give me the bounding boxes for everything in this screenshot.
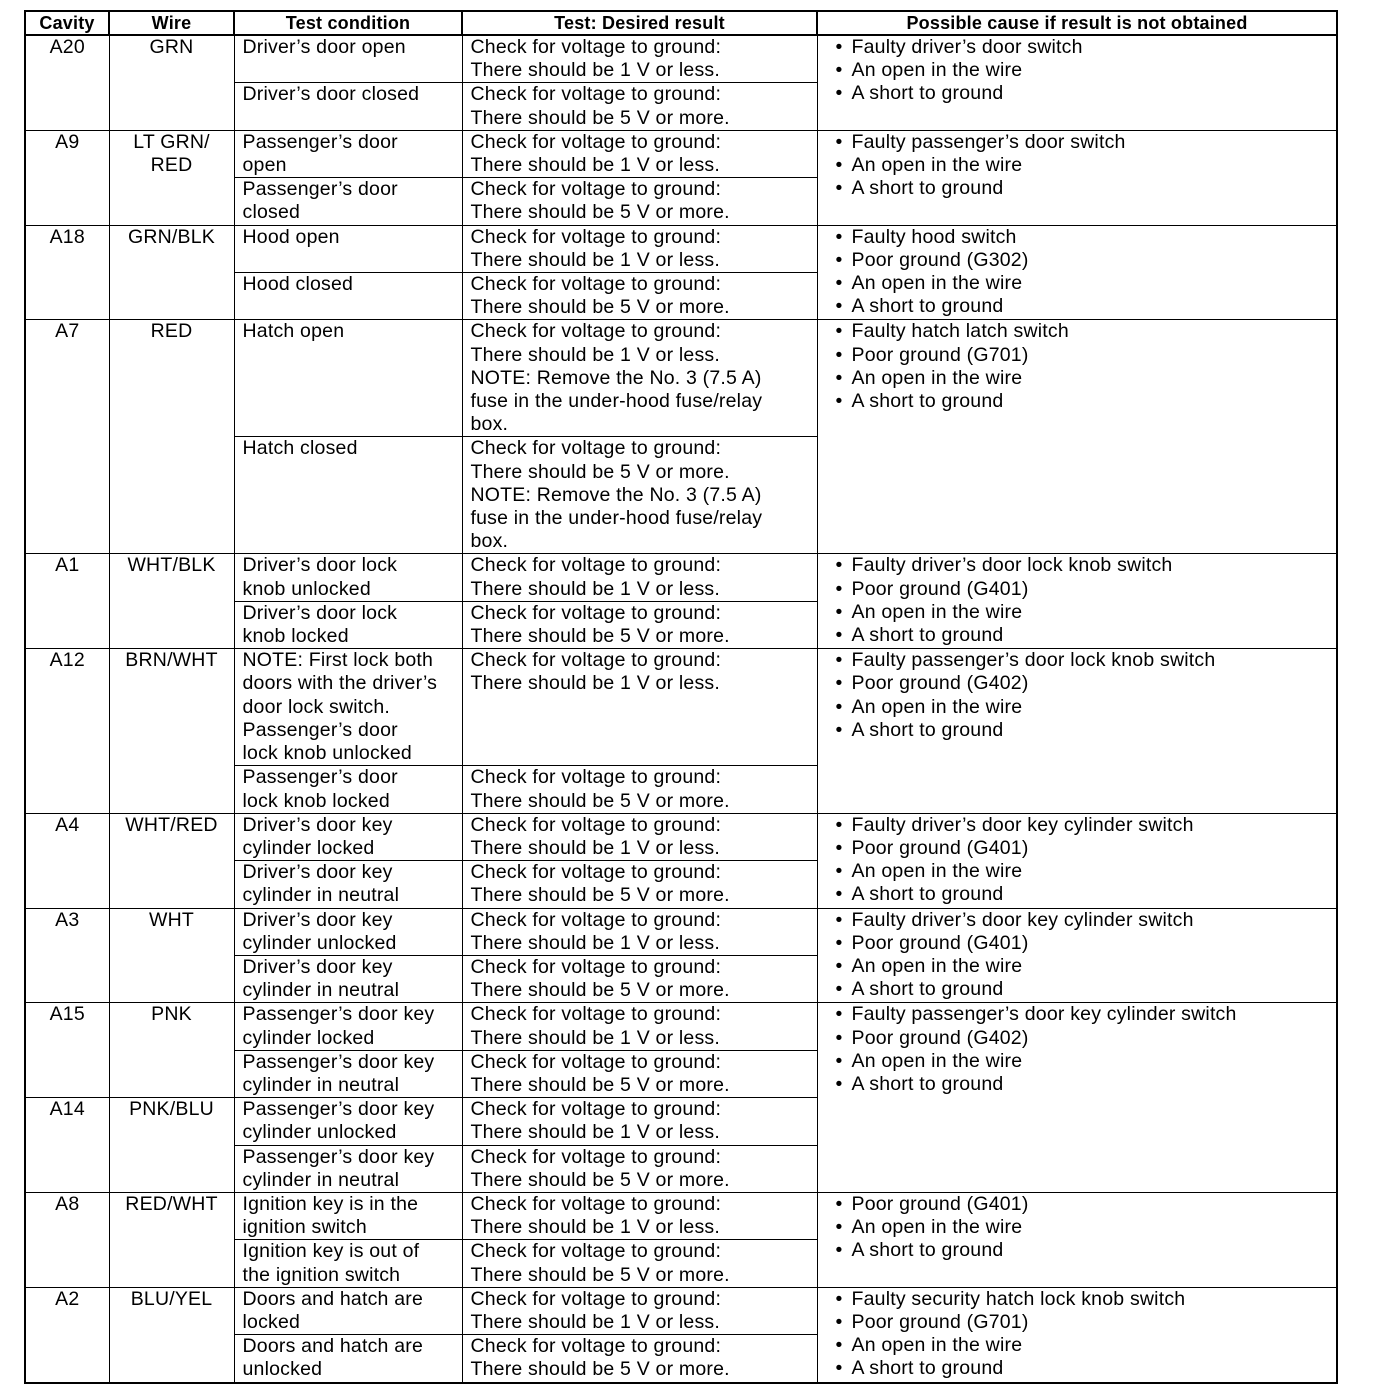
possible-cause-cell bbox=[817, 649, 1337, 813]
cause-item: • An open in the wire bbox=[826, 1050, 1337, 1073]
wire-cell bbox=[109, 320, 234, 554]
desired-result: Check for voltage to ground: There should be 1 V or less. bbox=[470, 1098, 722, 1144]
cause-item: • A short to ground bbox=[826, 1239, 1337, 1262]
cause-item: • Faulty security hatch lock knob switch bbox=[826, 1288, 1337, 1311]
cause-item: • A short to ground bbox=[826, 1357, 1337, 1380]
desired-result-cell bbox=[462, 178, 817, 225]
desired-result-cell bbox=[462, 766, 817, 813]
cause-list bbox=[826, 1003, 1337, 1096]
test-condition-cell bbox=[234, 437, 462, 554]
desired-result-cell bbox=[462, 1192, 817, 1239]
desired-result: Check for voltage to ground: There should be 1 V or less. bbox=[470, 1003, 722, 1049]
test-condition-cell bbox=[234, 813, 462, 860]
desired-result: Check for voltage to ground: There should be 5 V or more. bbox=[470, 178, 730, 224]
cause-list bbox=[826, 226, 1337, 319]
table-row bbox=[25, 320, 1337, 437]
table-row bbox=[25, 1192, 1337, 1239]
table-row bbox=[25, 813, 1337, 860]
desired-result: Check for voltage to ground: There should be 5 V or more. bbox=[470, 1145, 730, 1191]
cavity-cell: A14 bbox=[25, 1098, 109, 1193]
desired-result: Check for voltage to ground: There should be 1 V or less. bbox=[470, 1287, 722, 1333]
test-condition: Passenger’s door lock knob locked bbox=[242, 766, 398, 812]
desired-result-cell bbox=[462, 1335, 817, 1383]
wire-color: LT GRN/ RED bbox=[133, 130, 210, 177]
desired-result-cell bbox=[462, 273, 817, 320]
possible-cause-cell bbox=[817, 813, 1337, 908]
cavity-cell: A4 bbox=[25, 813, 109, 908]
desired-result-cell bbox=[462, 1240, 817, 1287]
wire-color: GRN bbox=[149, 36, 194, 58]
wire-color: PNK bbox=[151, 1003, 192, 1026]
possible-cause-cell bbox=[817, 554, 1337, 649]
header-cavity: Cavity bbox=[25, 11, 109, 35]
cause-list bbox=[826, 909, 1337, 1002]
cause-item: • Faulty hood switch bbox=[826, 226, 1337, 249]
wire-cell bbox=[109, 35, 234, 130]
cause-item: • Poor ground (G701) bbox=[826, 344, 1337, 367]
cause-item: • Poor ground (G401) bbox=[826, 578, 1337, 601]
desired-result: Check for voltage to ground: There should be 5 V or more. bbox=[470, 1335, 730, 1381]
cause-item: • Poor ground (G402) bbox=[826, 672, 1337, 695]
desired-result-cell bbox=[462, 955, 817, 1002]
cause-item: • A short to ground bbox=[826, 177, 1337, 200]
possible-cause-cell bbox=[817, 225, 1337, 320]
desired-result: Check for voltage to ground: There should be 1 V or less. bbox=[470, 1192, 722, 1239]
wire-cell bbox=[109, 554, 234, 649]
desired-result: Check for voltage to ground: There should be 1 V or less. NOTE: Remove the No. 3 (7.5 A) fuse in the under-hood fuse/relay box. bbox=[470, 320, 763, 436]
wire-color: WHT bbox=[149, 908, 194, 931]
cavity-cell: A2 bbox=[25, 1287, 109, 1382]
test-condition-cell bbox=[234, 1192, 462, 1239]
desired-result: Check for voltage to ground: There should be 5 V or more. bbox=[470, 1050, 730, 1096]
cavity-cell: A20 bbox=[25, 35, 109, 130]
desired-result: Check for voltage to ground: There should be 5 V or more. bbox=[470, 273, 730, 319]
possible-cause-cell bbox=[817, 1003, 1337, 1193]
test-condition: Driver’s door key cylinder unlocked bbox=[242, 908, 397, 954]
cause-item: • Faulty driver’s door key cylinder switch bbox=[826, 909, 1337, 932]
wire-cell bbox=[109, 225, 234, 320]
wire-cell bbox=[109, 1098, 234, 1193]
cause-item: • A short to ground bbox=[826, 978, 1337, 1001]
desired-result-cell bbox=[462, 225, 817, 272]
test-condition: Driver’s door key cylinder locked bbox=[242, 813, 393, 859]
table-row bbox=[25, 649, 1337, 766]
test-condition-cell bbox=[234, 1335, 462, 1383]
desired-result: Check for voltage to ground: There should be 5 V or more. NOTE: Remove the No. 3 (7.5 A) fuse in the under-hood fuse/relay box. bbox=[470, 437, 763, 553]
desired-result-cell bbox=[462, 1003, 817, 1050]
cause-item: • An open in the wire bbox=[826, 59, 1337, 82]
header-wire: Wire bbox=[109, 11, 234, 35]
desired-result: Check for voltage to ground: There should be 5 V or more. bbox=[470, 1240, 730, 1286]
desired-result-cell bbox=[462, 437, 817, 554]
wire-color: GRN/BLK bbox=[127, 225, 215, 248]
test-condition: Passenger’s door key cylinder in neutral bbox=[242, 1145, 435, 1191]
wire-color: RED/WHT bbox=[125, 1192, 218, 1215]
test-condition: Driver’s door key cylinder in neutral bbox=[242, 861, 400, 907]
test-condition-cell bbox=[234, 273, 462, 320]
cavity-cell: A18 bbox=[25, 225, 109, 320]
test-condition: Driver’s door lock knob locked bbox=[242, 601, 398, 648]
cause-item: • Faulty driver’s door key cylinder switch bbox=[826, 814, 1337, 837]
test-condition-cell bbox=[234, 1145, 462, 1192]
desired-result-cell bbox=[462, 35, 817, 83]
cavity-cell: A12 bbox=[25, 649, 109, 813]
possible-cause-cell bbox=[817, 908, 1337, 1003]
cause-item: • An open in the wire bbox=[826, 696, 1337, 719]
cause-item: • An open in the wire bbox=[826, 272, 1337, 295]
cause-item: • An open in the wire bbox=[826, 367, 1337, 390]
desired-result: Check for voltage to ground: There should be 1 V or less. bbox=[470, 908, 722, 954]
desired-result: Check for voltage to ground: There should be 1 V or less. bbox=[470, 225, 722, 271]
cause-item: • Faulty passenger’s door lock knob switch bbox=[826, 649, 1337, 672]
desired-result-cell bbox=[462, 83, 817, 130]
test-condition: Driver’s door open bbox=[242, 36, 406, 58]
table-row bbox=[25, 225, 1337, 272]
test-condition-cell bbox=[234, 35, 462, 83]
wire-color: BLU/YEL bbox=[130, 1287, 213, 1310]
wire-color: RED bbox=[150, 320, 193, 343]
cause-list bbox=[826, 1193, 1337, 1263]
test-condition-cell bbox=[234, 1098, 462, 1145]
possible-cause-cell bbox=[817, 1192, 1337, 1287]
header-row bbox=[25, 11, 1337, 35]
test-condition-cell bbox=[234, 601, 462, 648]
desired-result-cell bbox=[462, 554, 817, 601]
cavity-cell: A7 bbox=[25, 320, 109, 554]
cause-item: • A short to ground bbox=[826, 883, 1337, 906]
test-condition: Hood open bbox=[242, 225, 340, 248]
cause-item: • An open in the wire bbox=[826, 601, 1337, 624]
table-row bbox=[25, 1003, 1337, 1050]
header-desired-result: Test: Desired result bbox=[462, 11, 817, 35]
test-condition-cell bbox=[234, 649, 462, 766]
test-condition: Hatch open bbox=[242, 320, 345, 343]
table-row bbox=[25, 908, 1337, 955]
desired-result: Check for voltage to ground: There should be 5 V or more. bbox=[470, 861, 730, 907]
desired-result: Check for voltage to ground: There should be 5 V or more. bbox=[470, 601, 730, 648]
cause-item: • Poor ground (G402) bbox=[826, 1027, 1337, 1050]
cause-list bbox=[826, 320, 1337, 413]
cause-list bbox=[826, 649, 1337, 742]
desired-result-cell bbox=[462, 813, 817, 860]
test-condition: Driver’s door key cylinder in neutral bbox=[242, 955, 400, 1002]
cause-item: • Poor ground (G302) bbox=[826, 249, 1337, 272]
test-condition: Passenger’s door key cylinder locked bbox=[242, 1003, 435, 1049]
test-condition-cell bbox=[234, 955, 462, 1002]
desired-result-cell bbox=[462, 1145, 817, 1192]
test-condition: Doors and hatch are unlocked bbox=[242, 1335, 423, 1381]
cause-item: • Faulty passenger’s door switch bbox=[826, 131, 1337, 154]
test-condition: Hatch closed bbox=[242, 437, 358, 460]
desired-result-cell bbox=[462, 908, 817, 955]
wire-color: WHT/RED bbox=[125, 813, 218, 836]
possible-cause-cell bbox=[817, 1287, 1337, 1382]
desired-result-cell bbox=[462, 320, 817, 437]
cavity-cell: A3 bbox=[25, 908, 109, 1003]
test-condition: NOTE: First lock both doors with the driver’s door lock switch. Passenger’s door lock knob unlocked bbox=[242, 649, 438, 765]
cause-item: • Poor ground (G401) bbox=[826, 932, 1337, 955]
test-condition-cell bbox=[234, 130, 462, 177]
test-condition: Driver’s door lock knob unlocked bbox=[242, 554, 398, 600]
desired-result: Check for voltage to ground: There should be 5 V or more. bbox=[470, 955, 730, 1002]
cause-item: • A short to ground bbox=[826, 390, 1337, 413]
cause-item: • A short to ground bbox=[826, 624, 1337, 647]
cause-list bbox=[826, 814, 1337, 907]
cause-item: • An open in the wire bbox=[826, 860, 1337, 883]
cause-item: • An open in the wire bbox=[826, 154, 1337, 177]
test-condition: Ignition key is in the ignition switch bbox=[242, 1192, 419, 1239]
cause-item: • An open in the wire bbox=[826, 1334, 1337, 1357]
desired-result: Check for voltage to ground: There should be 1 V or less. bbox=[470, 813, 722, 859]
test-condition-cell bbox=[234, 861, 462, 908]
desired-result-cell bbox=[462, 861, 817, 908]
desired-result-cell bbox=[462, 649, 817, 766]
possible-cause-cell bbox=[817, 320, 1337, 554]
test-condition: Passenger’s door key cylinder unlocked bbox=[242, 1098, 435, 1144]
cause-item: • A short to ground bbox=[826, 82, 1337, 105]
test-condition-cell bbox=[234, 178, 462, 225]
test-condition: Hood closed bbox=[242, 273, 354, 296]
test-condition-cell bbox=[234, 908, 462, 955]
test-condition: Ignition key is out of the ignition switch bbox=[242, 1240, 420, 1286]
cause-item: • Faulty driver’s door switch bbox=[826, 36, 1337, 59]
header-test-condition: Test condition bbox=[234, 11, 462, 35]
test-condition: Passenger’s door key cylinder in neutral bbox=[242, 1050, 435, 1096]
test-condition-cell bbox=[234, 225, 462, 272]
cavity-cell: A8 bbox=[25, 1192, 109, 1287]
test-condition-cell bbox=[234, 1287, 462, 1334]
test-condition: Doors and hatch are locked bbox=[242, 1287, 423, 1333]
test-condition: Driver’s door closed bbox=[242, 83, 420, 106]
wire-cell bbox=[109, 1287, 234, 1382]
wire-color: BRN/WHT bbox=[125, 649, 218, 672]
test-condition-cell bbox=[234, 1240, 462, 1287]
cause-item: • Faulty passenger’s door key cylinder switch bbox=[826, 1003, 1337, 1026]
test-condition-cell bbox=[234, 1003, 462, 1050]
table-row bbox=[25, 130, 1337, 177]
cause-item: • A short to ground bbox=[826, 1073, 1337, 1096]
cause-list bbox=[826, 131, 1337, 201]
header-possible-cause: Possible cause if result is not obtained bbox=[817, 11, 1337, 35]
wire-cell bbox=[109, 908, 234, 1003]
desired-result: Check for voltage to ground: There should be 1 V or less. bbox=[470, 554, 722, 600]
desired-result-cell bbox=[462, 1098, 817, 1145]
cause-item: • An open in the wire bbox=[826, 955, 1337, 978]
table-row bbox=[25, 554, 1337, 601]
cause-item: • An open in the wire bbox=[826, 1216, 1337, 1239]
wire-cell bbox=[109, 649, 234, 813]
cause-item: • Poor ground (G701) bbox=[826, 1311, 1337, 1334]
possible-cause-cell bbox=[817, 35, 1337, 130]
desired-result: Check for voltage to ground: There should be 1 V or less. bbox=[470, 649, 722, 695]
test-condition: Passenger’s door closed bbox=[242, 178, 398, 224]
cause-item: • Poor ground (G401) bbox=[826, 1193, 1337, 1216]
cause-list bbox=[826, 1288, 1337, 1381]
cause-list bbox=[826, 554, 1337, 647]
desired-result: Check for voltage to ground: There should be 5 V or more. bbox=[470, 83, 730, 129]
desired-result: Check for voltage to ground: There should be 1 V or less. bbox=[470, 36, 722, 82]
cause-item: • A short to ground bbox=[826, 295, 1337, 318]
cause-list bbox=[826, 36, 1337, 106]
cause-item: • Faulty hatch latch switch bbox=[826, 320, 1337, 343]
desired-result: Check for voltage to ground: There should be 1 V or less. bbox=[470, 130, 722, 177]
troubleshooting-table bbox=[24, 10, 1338, 1384]
cause-item: • Faulty driver’s door lock knob switch bbox=[826, 554, 1337, 577]
desired-result-cell bbox=[462, 601, 817, 648]
cavity-cell: A1 bbox=[25, 554, 109, 649]
table-row bbox=[25, 1287, 1337, 1334]
wire-cell bbox=[109, 1192, 234, 1287]
test-condition-cell bbox=[234, 1050, 462, 1097]
wire-color: WHT/BLK bbox=[127, 554, 216, 577]
test-condition-cell bbox=[234, 320, 462, 437]
wire-cell bbox=[109, 813, 234, 908]
cause-item: • Poor ground (G401) bbox=[826, 837, 1337, 860]
possible-cause-cell bbox=[817, 130, 1337, 225]
desired-result-cell bbox=[462, 1287, 817, 1334]
cavity-cell: A9 bbox=[25, 130, 109, 225]
test-condition-cell bbox=[234, 554, 462, 601]
desired-result-cell bbox=[462, 130, 817, 177]
test-condition-cell bbox=[234, 83, 462, 130]
wire-cell bbox=[109, 130, 234, 225]
desired-result: Check for voltage to ground: There should be 5 V or more. bbox=[470, 766, 730, 812]
cavity-cell: A15 bbox=[25, 1003, 109, 1098]
wire-cell bbox=[109, 1003, 234, 1098]
desired-result-cell bbox=[462, 1050, 817, 1097]
cause-item: • A short to ground bbox=[826, 719, 1337, 742]
test-condition-cell bbox=[234, 766, 462, 813]
wire-color: PNK/BLU bbox=[129, 1098, 214, 1121]
table-row bbox=[25, 35, 1337, 83]
test-condition: Passenger’s door open bbox=[242, 130, 398, 177]
